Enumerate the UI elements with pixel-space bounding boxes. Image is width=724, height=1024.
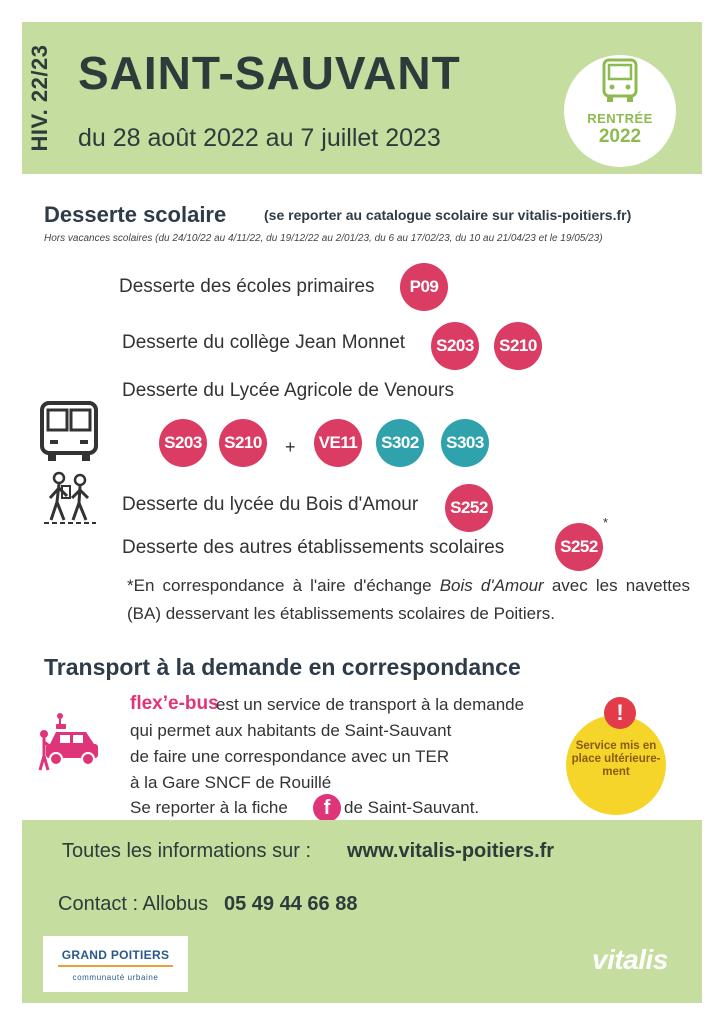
contact-phone[interactable]: 05 49 44 66 88 (224, 893, 358, 915)
line-badge[interactable]: S252 (555, 523, 603, 571)
grand-poitiers-subtitle: communauté urbaine (72, 973, 159, 982)
contact-label: Contact : Allobus (58, 893, 209, 915)
row-label-autres: Desserte des autres établissements scolaires (122, 537, 505, 558)
row-label-lycee-agricole: Desserte du Lycée Agricole de Venours (122, 380, 454, 401)
row-label-college: Desserte du collège Jean Monnet (122, 332, 406, 353)
tad-text-line: de faire une correspondance avec un TER (130, 747, 450, 766)
line-badge[interactable]: S302 (376, 419, 424, 467)
bus-icon (600, 56, 640, 104)
season-label: HIV. 22/23 (27, 44, 52, 152)
tad-text-line: de Saint-Sauvant. (344, 798, 480, 817)
line-badge[interactable]: P09 (400, 263, 448, 311)
line-badge[interactable]: S203 (431, 322, 479, 370)
footnote-star: * (603, 515, 609, 530)
page-title: SAINT-SAUVANT (78, 47, 461, 99)
row-label-primaires: Desserte des écoles primaires (119, 276, 375, 297)
tad-text-line: qui permet aux habitants de Saint-Sauvant (130, 721, 452, 740)
holiday-note: Hors vacances scolaires (du 24/10/22 au 4/11/22, du 19/12/22 au 2/01/23, du 6 au 17/02/23, du 10 au 21/04/23 et le 19/05/23) (44, 233, 603, 244)
rentree-year: 2022 (598, 126, 642, 147)
notice-text: Service mis en place ultérieure-ment (571, 740, 661, 778)
validity-dates: du 28 août 2022 au 7 juillet 2023 (78, 124, 441, 152)
bus-front-icon (38, 400, 100, 464)
logo-divider (58, 965, 173, 967)
website-link[interactable]: www.vitalis-poitiers.fr (347, 840, 555, 862)
students-icon (42, 470, 98, 526)
line-badge[interactable]: S203 (159, 419, 207, 467)
info-label: Toutes les informations sur : (62, 840, 311, 862)
row-label-bois-damour: Desserte du lycée du Bois d'Amour (122, 494, 419, 515)
tad-text-line: est un service de transport à la demande (216, 695, 525, 714)
section-title-tad: Transport à la demande en correspondance (44, 654, 521, 680)
rentree-label: RENTRÉE (587, 111, 653, 126)
grand-poitiers-logo (43, 936, 188, 992)
line-badge[interactable]: S252 (445, 484, 493, 532)
correspondance-note: *En correspondance à l'aire d'échange Bois d'Amour avec les navettes (BA) desservant les établissements scolaires de Poitiers. (127, 576, 690, 623)
plus-sign: + (285, 437, 296, 457)
vitalis-logo: vitalis (592, 944, 668, 975)
grand-poitiers-name: GRAND POITIERS (61, 948, 170, 962)
line-badge[interactable]: S210 (219, 419, 267, 467)
tad-text-line: Se reporter à la fiche (130, 798, 288, 817)
tad-text-line: à la Gare SNCF de Rouillé (130, 773, 332, 792)
exclamation-icon: ! (604, 697, 636, 729)
flexebus-f-icon[interactable]: f (313, 794, 341, 822)
section-title-desserte: Desserte scolaire (44, 202, 227, 227)
flexebus-brand: flex’e-bus (130, 693, 219, 714)
catalogue-note: (se reporter au catalogue scolaire sur vitalis-poitiers.fr) (264, 207, 632, 223)
line-badge[interactable]: S210 (494, 322, 542, 370)
taxi-icon (38, 710, 102, 772)
line-badge[interactable]: VE11 (314, 419, 362, 467)
line-badge[interactable]: S303 (441, 419, 489, 467)
